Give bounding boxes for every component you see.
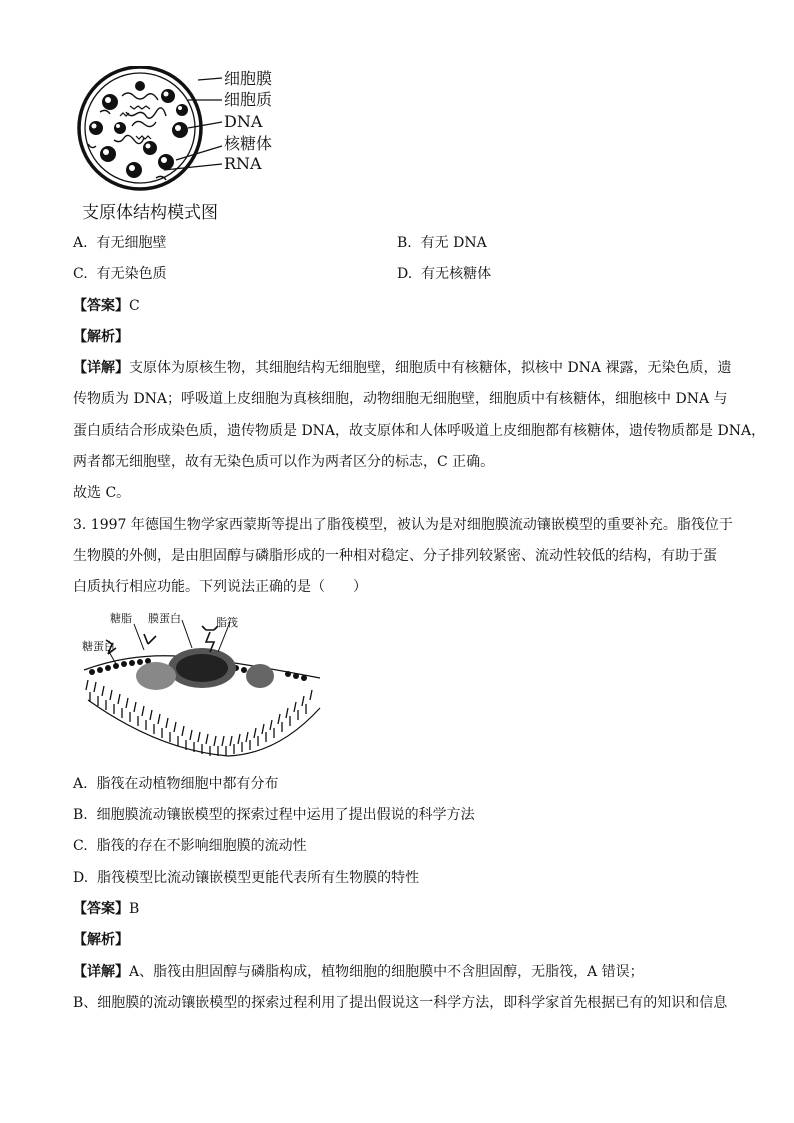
q2-analysis-tag: 【解析】 bbox=[73, 329, 129, 345]
lipid-raft-diagram bbox=[78, 608, 324, 760]
label-glycolipid: 糖脂 bbox=[110, 612, 132, 625]
q2-option-d: D. 有无核糖体 bbox=[397, 266, 492, 282]
q2-option-b: B. 有无 DNA bbox=[397, 235, 487, 251]
label-rna: RNA bbox=[224, 154, 262, 173]
q3-answer: 【答案】B bbox=[73, 901, 140, 917]
label-membrane-protein: 膜蛋白 bbox=[148, 612, 181, 625]
lipid-raft-figure bbox=[78, 608, 324, 760]
mycoplasma-figure bbox=[70, 66, 300, 191]
q2-detail-line-2: 传物质为 DNA；呼吸道上皮细胞为真核细胞，动物细胞无细胞壁，细胞质中有核糖体，细胞核中 DNA 与 bbox=[73, 391, 728, 407]
q3-option-a: A. 脂筏在动植物细胞中都有分布 bbox=[73, 776, 279, 792]
label-cytoplasm: 细胞质 bbox=[224, 90, 273, 109]
q2-option-a: A. 有无细胞壁 bbox=[73, 235, 167, 251]
q2-detail-line-3: 蛋白质结合形成染色质，遗传物质是 DNA，故支原体和人体呼吸道上皮细胞都有核糖体，遗传物质都是 DNA， bbox=[73, 423, 766, 439]
label-dna: DNA bbox=[224, 112, 263, 131]
q3-option-b: B. 细胞膜流动镶嵌模型的探索过程中运用了提出假说的科学方法 bbox=[73, 807, 475, 823]
q2-detail-line-1: 【详解】支原体为原核生物，其细胞结构无细胞壁，细胞质中有核糖体，拟核中 DNA 裸露，无染色质，遗 bbox=[73, 360, 732, 376]
q3-stem-line-2: 生物膜的外侧，是由胆固醇与磷脂形成的一种相对稳定、分子排列较紧密、流动性较低的结构，有助于蛋 bbox=[73, 548, 717, 564]
q3-stem-line-3: 白质执行相应功能。下列说法正确的是（ ） bbox=[73, 579, 367, 595]
q3-option-d: D. 脂筏模型比流动镶嵌模型更能代表所有生物膜的特性 bbox=[73, 870, 420, 886]
q2-detail-line-4: 两者都无细胞壁，故有无染色质可以作为两者区分的标志，C 正确。 bbox=[73, 454, 495, 470]
label-lipid-raft: 脂筏 bbox=[216, 616, 238, 629]
label-cell-membrane: 细胞膜 bbox=[224, 69, 273, 88]
label-ribosome: 核糖体 bbox=[224, 134, 273, 153]
q2-conclusion: 故选 C。 bbox=[73, 485, 131, 501]
q3-detail-line-2: B、细胞膜的流动镶嵌模型的探索过程利用了提出假说这一科学方法，即科学家首先根据已有的知识和信息 bbox=[73, 995, 728, 1011]
q2-answer: 【答案】C bbox=[73, 298, 140, 314]
q3-option-c: C. 脂筏的存在不影响细胞膜的流动性 bbox=[73, 838, 307, 854]
label-glycoprotein: 糖蛋白 bbox=[82, 640, 115, 653]
figure1-caption: 支原体结构模式图 bbox=[82, 203, 218, 223]
q2-option-c: C. 有无染色质 bbox=[73, 266, 167, 282]
q3-detail-line-1: 【详解】A、脂筏由胆固醇与磷脂构成，植物细胞的细胞膜中不含胆固醇，无脂筏，A 错误； bbox=[73, 964, 644, 980]
q3-stem-line-1: 3. 1997 年德国生物学家西蒙斯等提出了脂筏模型，被认为是对细胞膜流动镶嵌模型的重要补充。脂筏位于 bbox=[73, 517, 733, 533]
q3-analysis-tag: 【解析】 bbox=[73, 932, 129, 948]
